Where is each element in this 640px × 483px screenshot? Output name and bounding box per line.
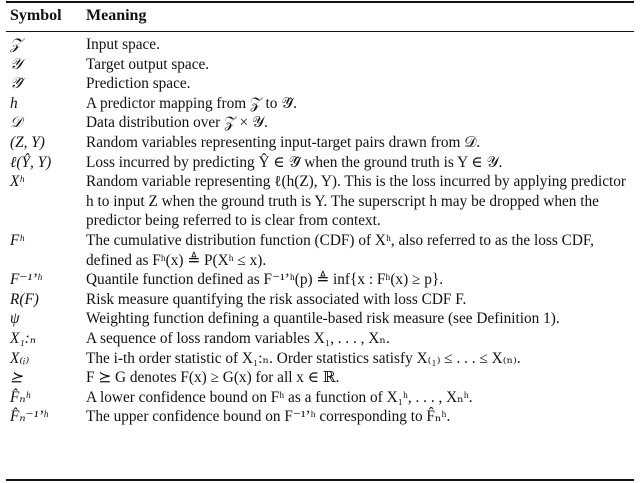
row-symbol: h (10, 94, 18, 112)
row-symbol: R(F) (10, 290, 39, 308)
row-meaning: Input space. (86, 36, 160, 53)
table-bottom-rule (6, 479, 634, 481)
row-symbol: 𝒵 (10, 36, 22, 53)
table-header-rule (6, 31, 634, 32)
row-symbol: X₁:ₙ (10, 329, 36, 347)
row-symbol: ⪰ (10, 369, 23, 387)
row-meaning: Random variable representing ℓ(h(Z), Y). This is the loss incurred by applying predictor h to input Z when the ground truth is Y. The superscript h may be dropped when the predictor being referred to is clear from context. (86, 173, 627, 230)
row-symbol: Fʰ (10, 231, 24, 249)
row-meaning: A predictor mapping from 𝒵 to 𝒴̂. (86, 94, 297, 112)
row-symbol: Xʰ (10, 173, 24, 191)
row-symbol: 𝒴 (10, 55, 22, 73)
row-symbol: F⁻¹ʼʰ (10, 271, 42, 289)
row-symbol: ψ (10, 310, 20, 328)
row-symbol: 𝒟 (10, 114, 23, 132)
row-meaning: A sequence of loss random variables X₁, . . . , Xₙ. (86, 329, 390, 347)
table-row (10, 133, 630, 153)
row-meaning: Weighting function defining a quantile-based risk measure (see Definition 1). (86, 310, 560, 328)
row-meaning: Random variables representing input-target pairs drawn from 𝒟. (86, 133, 481, 151)
row-meaning: A lower confidence bound on Fʰ as a function of X₁ʰ, . . . , Xₙʰ. (86, 388, 473, 406)
row-meaning: Prediction space. (86, 75, 191, 93)
header-symbol: Symbol (10, 7, 62, 24)
row-symbol: F̂ₙʰ (10, 388, 30, 406)
row-meaning: The i-th order statistic of X₁:ₙ. Order statistics satisfy X₍₁₎ ≤ . . . ≤ X₍ₙ₎. (86, 349, 521, 367)
row-meaning: Risk measure quantifying the risk associated with loss CDF F. (86, 290, 467, 308)
row-symbol: (Z, Y) (10, 133, 45, 151)
row-symbol: X₍ᵢ₎ (10, 349, 30, 367)
row-meaning: The upper confidence bound on F⁻¹ʼʰ corresponding to F̂ₙʰ. (86, 408, 451, 426)
table-row (10, 35, 630, 55)
table-row (10, 172, 630, 231)
table-row (10, 55, 630, 75)
notation-table-body (10, 35, 630, 427)
table-row (10, 309, 630, 329)
row-meaning: Loss incurred by predicting Ŷ ∈ 𝒴̂ when the ground truth is Y ∈ 𝒴. (86, 153, 503, 171)
table-row (10, 153, 630, 173)
header-meaning: Meaning (86, 7, 147, 24)
table-row (10, 231, 630, 270)
table-row (10, 407, 630, 427)
table-row (10, 94, 630, 114)
row-meaning: Data distribution over 𝒵 × 𝒴. (86, 114, 268, 132)
row-meaning: F ⪰ G denotes F(x) ≥ G(x) for all x ∈ ℝ. (86, 369, 340, 387)
row-symbol: ℓ(Ŷ, Y) (10, 153, 52, 171)
table-row (10, 113, 630, 133)
table-row (10, 74, 630, 94)
table-row (10, 388, 630, 408)
row-meaning: Quantile function defined as F⁻¹ʼʰ(p) ≜ inf{x : Fʰ(x) ≥ p}. (86, 271, 444, 289)
table-row (10, 349, 630, 369)
row-meaning: Target output space. (86, 55, 210, 73)
row-meaning: The cumulative distribution function (CDF) of Xʰ, also referred to as the loss CDF, defined as Fʰ(x) ≜ P(Xʰ ≤ x). (86, 231, 594, 269)
row-symbol: F̂ₙ⁻¹ʼʰ (10, 408, 48, 426)
table-row (10, 368, 630, 388)
table-row (10, 290, 630, 310)
table-row (10, 329, 630, 349)
row-symbol: 𝒴̂ (10, 75, 22, 93)
table-top-rule (6, 1, 634, 3)
table-row (10, 270, 630, 290)
